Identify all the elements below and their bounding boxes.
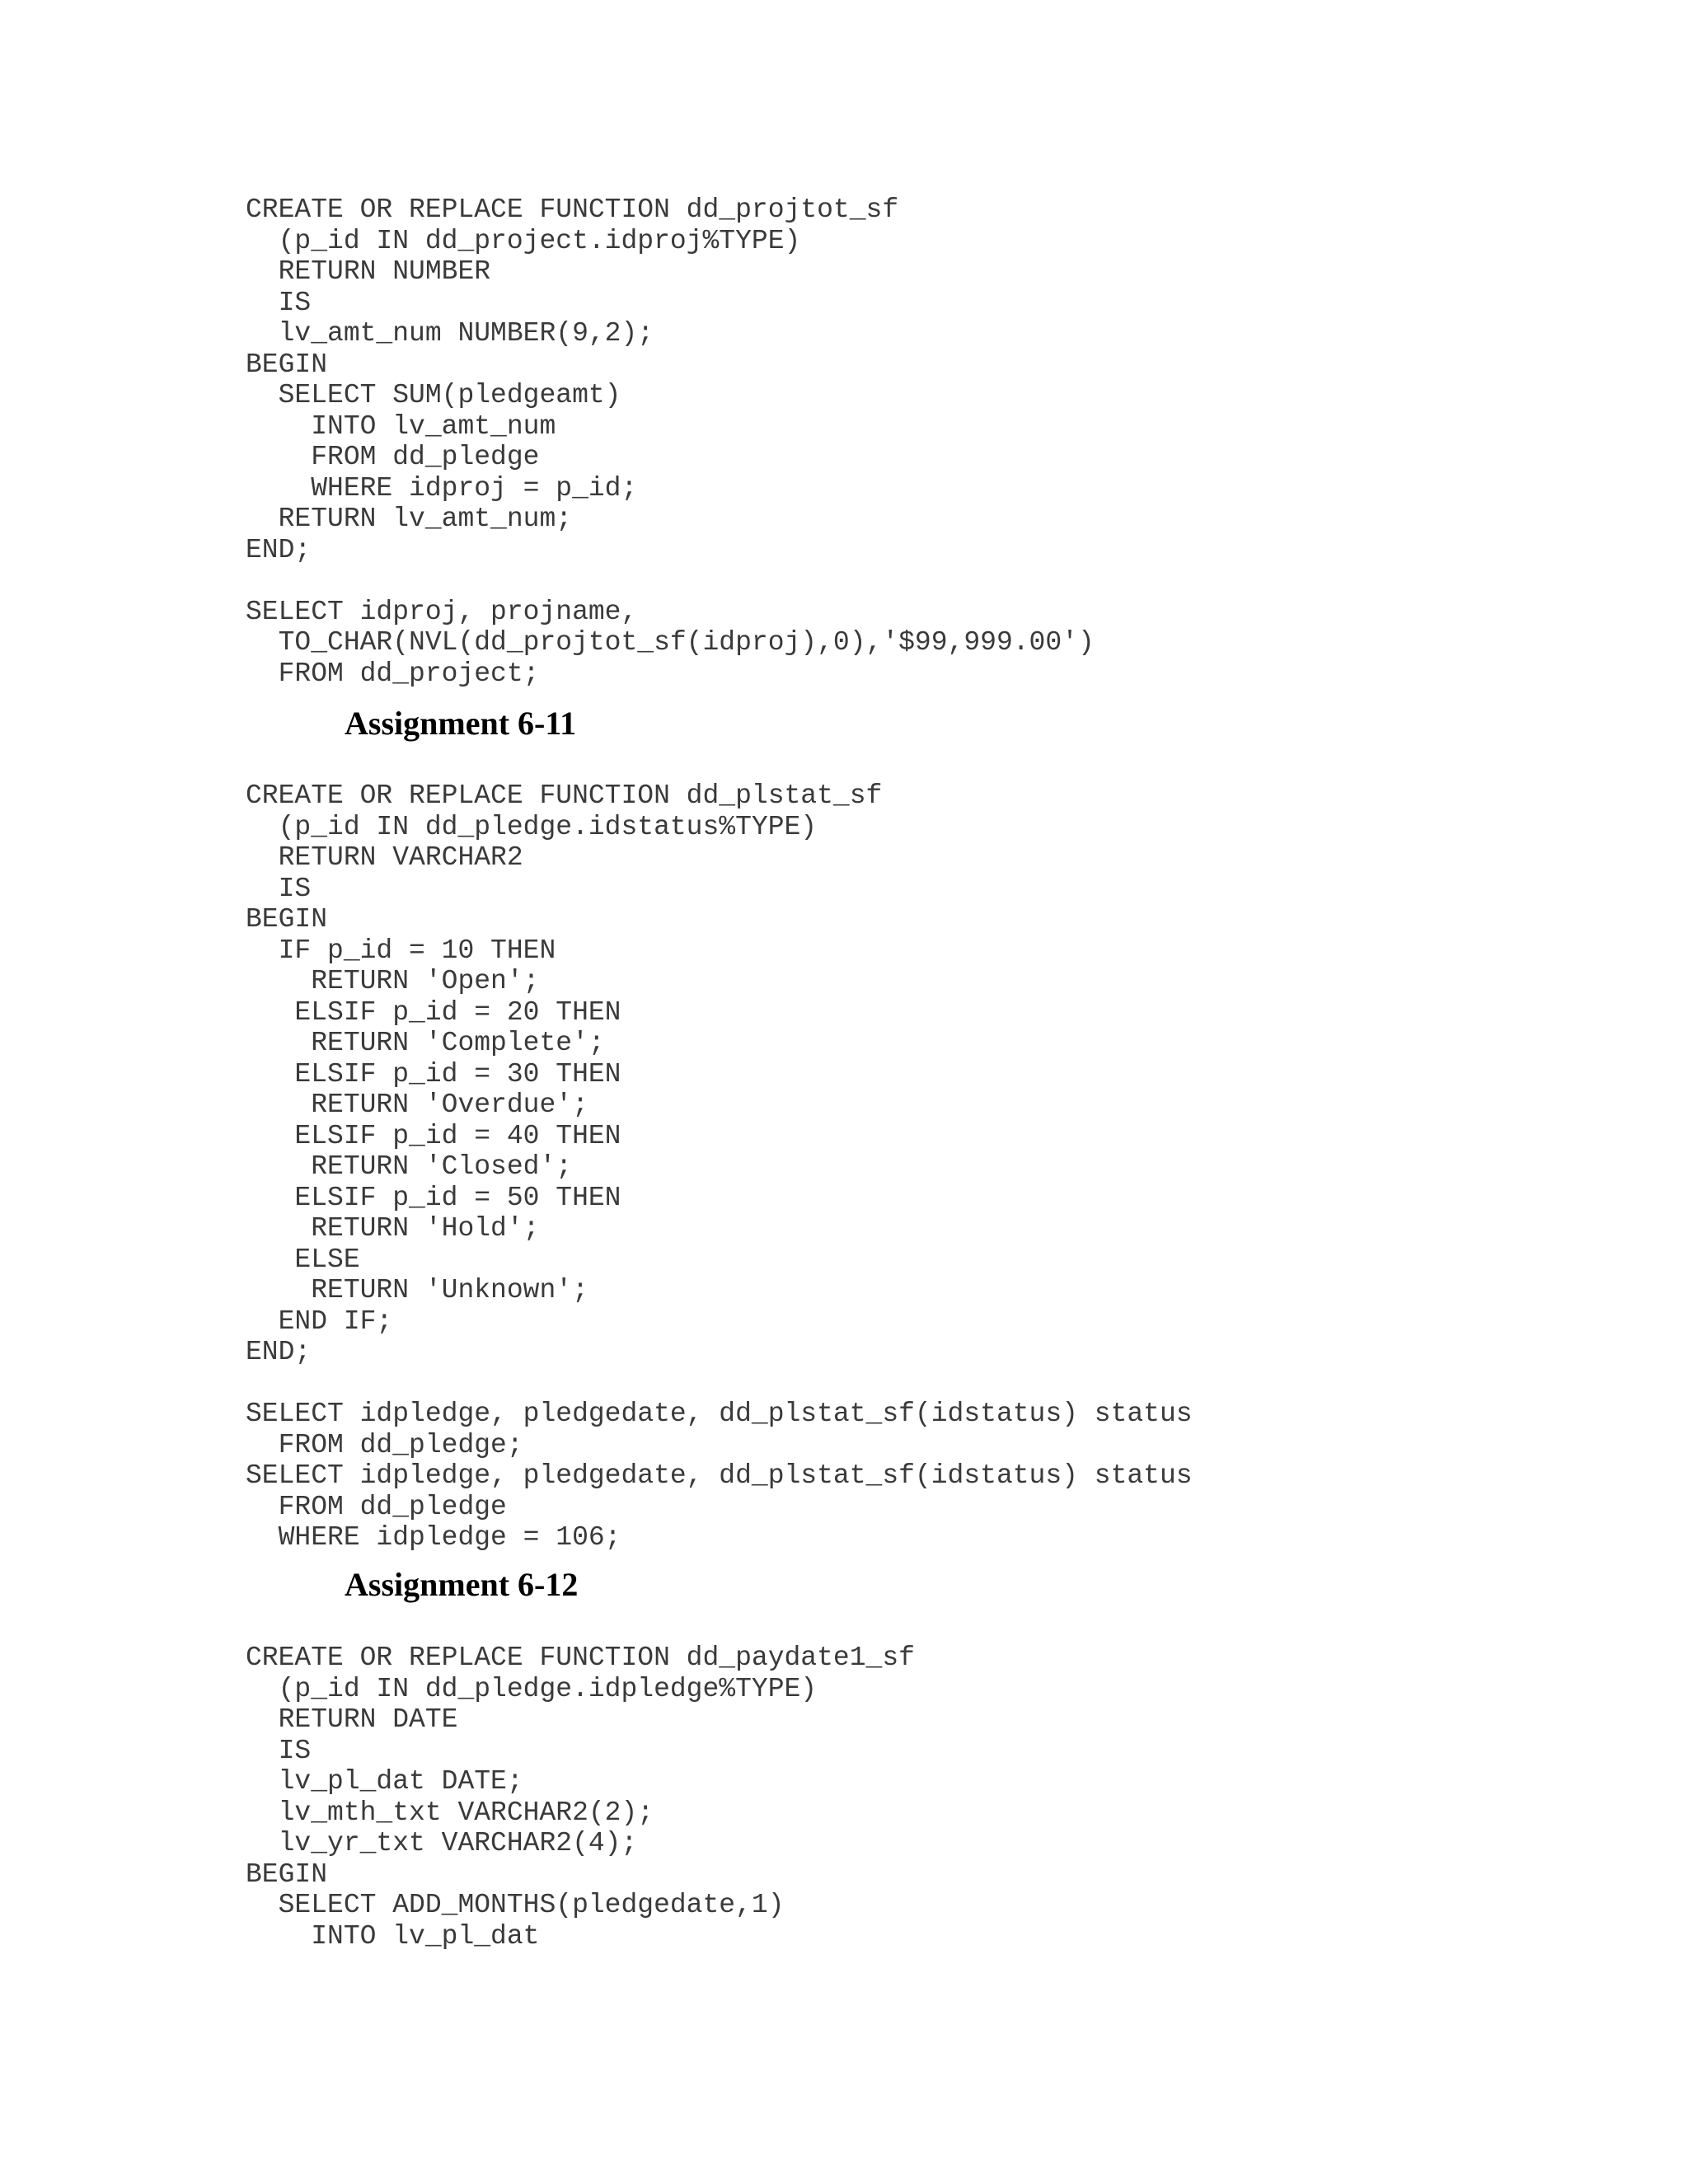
code-line: RETURN 'Hold'; (246, 1213, 540, 1244)
code-line: RETURN lv_amt_num; (246, 504, 573, 534)
code-line: FROM dd_project; (246, 658, 540, 689)
code-block-projtot (246, 194, 1095, 689)
code-line: (p_id IN dd_project.idproj%TYPE) (246, 225, 801, 256)
code-line: ELSE (246, 1244, 360, 1275)
code-line: IS (246, 1735, 312, 1766)
code-line: ELSIF p_id = 30 THEN (246, 1058, 621, 1090)
code-line: lv_mth_txt VARCHAR2(2); (246, 1797, 654, 1828)
code-line: IS (246, 287, 312, 318)
code-line: FROM dd_pledge (246, 442, 540, 472)
code-line: CREATE OR REPLACE FUNCTION dd_projtot_sf (246, 194, 899, 225)
code-line: INTO lv_pl_dat (246, 1920, 540, 1952)
code-line: SELECT ADD_MONTHS(pledgedate,1) (246, 1890, 785, 1920)
code-line: WHERE idproj = p_id; (246, 472, 638, 504)
code-line: RETURN 'Open'; (246, 966, 540, 996)
code-line: ELSIF p_id = 50 THEN (246, 1182, 621, 1213)
code-line: lv_amt_num NUMBER(9,2); (246, 318, 654, 349)
assignment-heading-6-12: Assignment 6-12 (345, 1566, 579, 1603)
code-line: END; (246, 1337, 312, 1367)
code-line: INTO lv_amt_num (246, 410, 556, 442)
assignment-heading-6-11: Assignment 6-11 (345, 705, 577, 742)
code-line: SELECT idpledge, pledgedate, dd_plstat_sf(idstatus) status (246, 1399, 1193, 1429)
code-line: CREATE OR REPLACE FUNCTION dd_paydate1_sf (246, 1643, 915, 1673)
code-line: RETURN DATE (246, 1704, 458, 1735)
code-line: RETURN VARCHAR2 (246, 842, 523, 873)
code-line: lv_pl_dat DATE; (246, 1766, 523, 1797)
code-line: END IF; (246, 1305, 393, 1337)
code-line: FROM dd_pledge (246, 1491, 507, 1522)
code-block-paydate (246, 1643, 915, 1952)
code-line: SELECT idproj, projname, (246, 596, 638, 627)
code-line: CREATE OR REPLACE FUNCTION dd_plstat_sf (246, 780, 883, 811)
code-line: SELECT SUM(pledgeamt) (246, 380, 621, 410)
code-line: IF p_id = 10 THEN (246, 935, 556, 966)
code-line: BEGIN (246, 1858, 328, 1890)
code-line: RETURN 'Overdue'; (246, 1090, 588, 1120)
code-line: TO_CHAR(NVL(dd_projtot_sf(idproj),0),'$99,999.00') (246, 627, 1095, 658)
code-line: FROM dd_pledge; (246, 1429, 523, 1460)
code-line: (p_id IN dd_pledge.idstatus%TYPE) (246, 811, 818, 842)
code-line: RETURN 'Complete'; (246, 1028, 605, 1058)
code-line: RETURN NUMBER (246, 256, 491, 287)
code-line: BEGIN (246, 904, 328, 935)
code-line: END; (246, 534, 312, 565)
code-line: (p_id IN dd_pledge.idpledge%TYPE) (246, 1673, 818, 1704)
code-line: lv_yr_txt VARCHAR2(4); (246, 1828, 638, 1858)
code-line: RETURN 'Unknown'; (246, 1275, 588, 1305)
code-line: WHERE idpledge = 106; (246, 1522, 621, 1553)
code-line: RETURN 'Closed'; (246, 1151, 573, 1182)
code-block-plstat (246, 780, 1193, 1554)
code-line: IS (246, 873, 312, 904)
code-line: BEGIN (246, 349, 328, 380)
code-line: ELSIF p_id = 20 THEN (246, 996, 621, 1028)
code-line: SELECT idpledge, pledgedate, dd_plstat_sf(idstatus) status (246, 1460, 1193, 1491)
code-line: ELSIF p_id = 40 THEN (246, 1120, 621, 1151)
